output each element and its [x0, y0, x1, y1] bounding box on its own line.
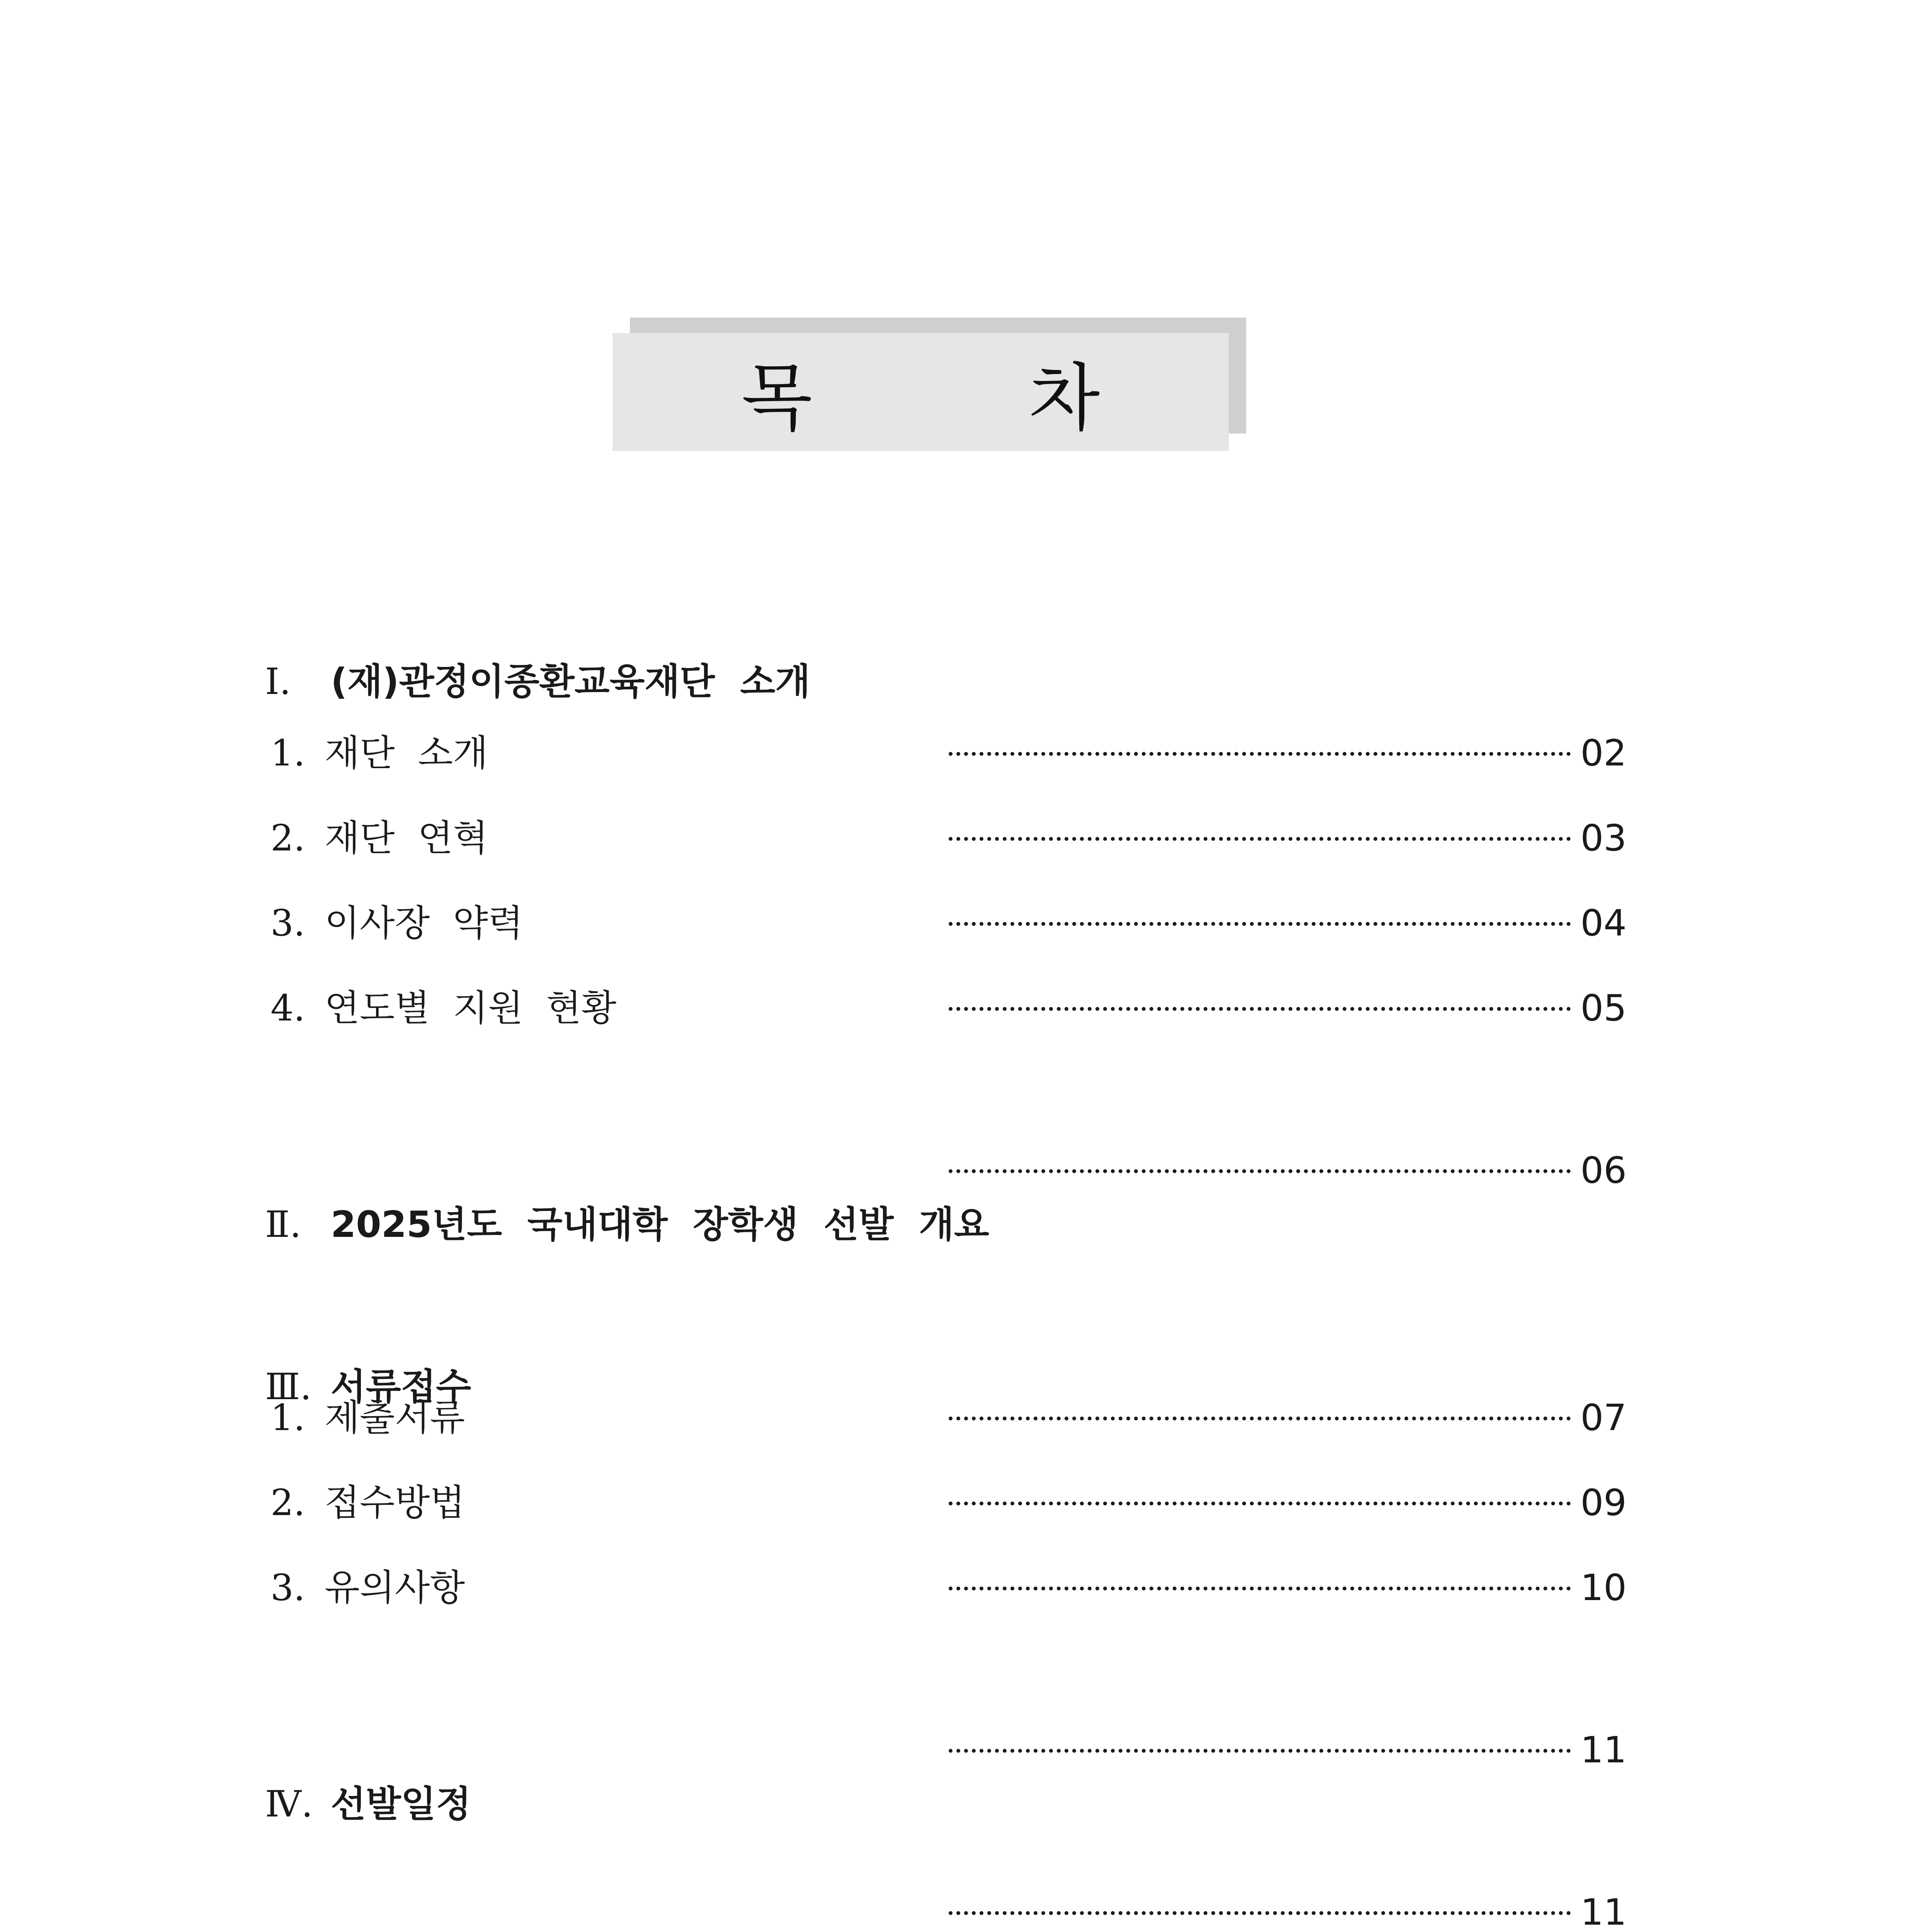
page-number: 07: [1580, 1397, 1627, 1439]
page-number: 03: [1580, 817, 1627, 859]
dot-leader: [949, 1502, 1571, 1505]
section-title: 2025년도 국내대학 장학생 선발 개요: [330, 1204, 989, 1246]
page-number: 11: [1580, 1891, 1627, 1932]
toc-item[interactable]: [0, 1561, 1917, 1615]
toc-section-2[interactable]: [0, 1144, 1917, 1246]
toc-item[interactable]: [0, 726, 1917, 781]
page-title: 목 차: [741, 355, 1197, 441]
item-title: 연도별 지원 현황: [325, 987, 617, 1029]
toc-item[interactable]: [0, 981, 1917, 1036]
title-box: [612, 333, 1229, 451]
section-title: 서류접수: [330, 1366, 471, 1408]
page-number: 10: [1580, 1567, 1627, 1609]
item-number: 2.: [270, 817, 305, 859]
toc-item-label: [270, 896, 523, 951]
toc-item[interactable]: [0, 811, 1917, 866]
item-title: 제출서류: [325, 1397, 465, 1439]
item-number: 1.: [270, 1397, 305, 1439]
item-title: 재단 소개: [325, 732, 488, 774]
toc-section-heading: [214, 1886, 627, 1932]
dot-leader: [949, 1417, 1571, 1420]
page-number: 04: [1580, 902, 1627, 944]
item-number: 2.: [270, 1482, 305, 1524]
toc-section-heading: [214, 1723, 471, 1886]
item-number: 1.: [270, 732, 305, 774]
section-numeral: Ⅱ.: [265, 1204, 301, 1246]
section-title: 선발일정: [330, 1783, 471, 1825]
page-number: 09: [1580, 1482, 1627, 1524]
section-title: (재)관정이종환교육재단 소개: [330, 661, 810, 703]
dot-leader: [949, 837, 1571, 841]
item-title: 유의사항: [325, 1567, 465, 1609]
toc-item[interactable]: [0, 896, 1917, 951]
dot-leader: [949, 752, 1571, 756]
page-number: 11: [1580, 1729, 1627, 1771]
toc-item-label: [270, 726, 488, 781]
item-title: 재단 연혁: [325, 817, 488, 859]
toc-item[interactable]: [0, 1391, 1917, 1445]
toc-section-3[interactable]: [0, 1306, 1917, 1408]
toc-item-label: [270, 811, 488, 866]
toc-section-heading: [214, 1144, 989, 1306]
toc-item-label: [270, 1391, 465, 1445]
dot-leader: [949, 922, 1571, 926]
dot-leader: [949, 1911, 1571, 1915]
item-number: 3.: [270, 1567, 305, 1609]
toc-section-1[interactable]: [0, 601, 1917, 703]
page-number: 06: [1580, 1150, 1627, 1192]
dot-leader: [949, 1587, 1571, 1590]
item-number: 4.: [270, 987, 305, 1029]
toc-item[interactable]: [0, 1476, 1917, 1530]
dot-leader: [949, 1169, 1571, 1173]
toc-item-label: [270, 1476, 465, 1530]
dot-leader: [949, 1007, 1571, 1011]
section-numeral: Ⅲ.: [265, 1366, 312, 1408]
toc-item-label: [270, 981, 616, 1036]
item-title: 접수방법: [325, 1482, 465, 1524]
page-number: 02: [1580, 732, 1627, 774]
toc-item-label: [270, 1561, 465, 1615]
item-number: 3.: [270, 902, 305, 944]
dot-leader: [949, 1749, 1571, 1753]
page-number: 05: [1580, 987, 1627, 1029]
item-title: 이사장 약력: [325, 902, 523, 944]
section-numeral: Ⅰ.: [265, 661, 291, 703]
section-numeral: Ⅳ.: [265, 1783, 313, 1825]
toc-section-4[interactable]: [0, 1723, 1917, 1825]
toc-section-5[interactable]: [0, 1886, 1917, 1932]
